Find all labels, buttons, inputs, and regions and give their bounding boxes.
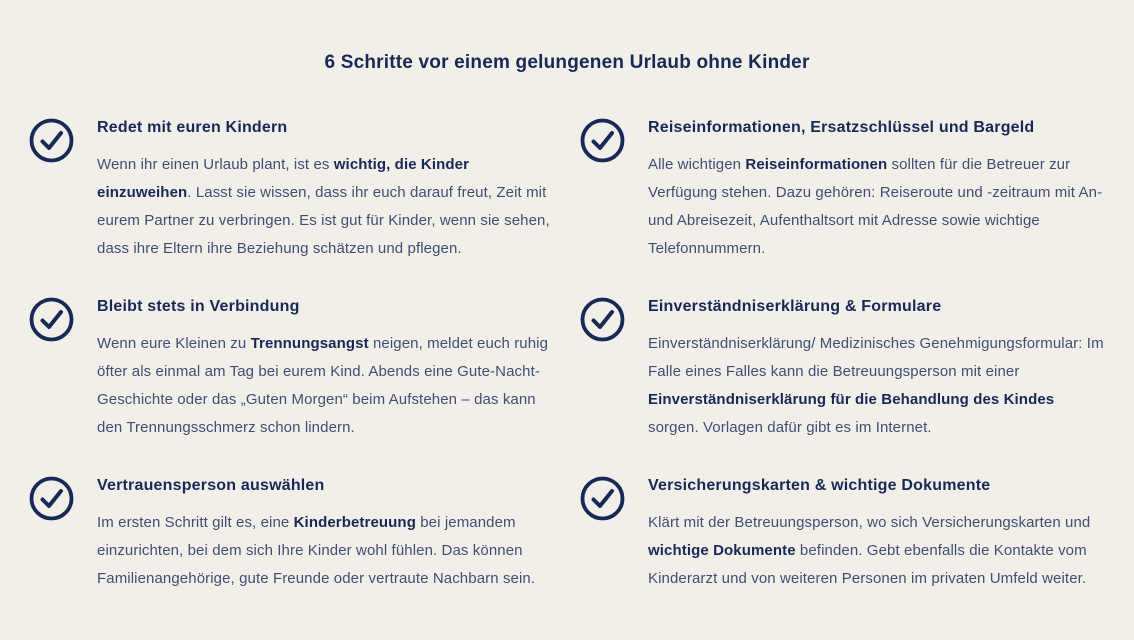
- bold-text: wichtig, die Kinder einzuweihen: [97, 156, 470, 201]
- check-circle-icon: [580, 297, 625, 342]
- step-heading: Versicherungskarten & wichtige Dokumente: [648, 477, 991, 494]
- step-content: [648, 297, 1104, 442]
- step-item: [29, 118, 553, 263]
- bold-text: wichtige Dokumente: [648, 542, 796, 559]
- check-circle-icon: [29, 297, 74, 342]
- step-body: Alle wichtigen Reiseinformationen sollten für die Betreuer zur Verfügung stehen. Dazu gehören: Reiseroute und -zeitraum mit An- und Abreisezeit, Aufenthaltsort mit Adresse sowie wichtige Telefonnummern.: [648, 156, 1103, 257]
- step-item: [580, 297, 1104, 442]
- step-heading: Vertrauensperson auswählen: [97, 477, 325, 494]
- step-item: [580, 118, 1104, 263]
- step-content: [97, 476, 553, 593]
- check-circle-icon: [29, 118, 74, 163]
- step-heading: Bleibt stets in Verbindung: [97, 298, 300, 315]
- check-circle-icon: [580, 118, 625, 163]
- step-item: [29, 297, 553, 442]
- step-item: [580, 476, 1104, 593]
- step-body: Einverständniserklärung/ Medizinisches Genehmigungsformular: Im Falle eines Falles kann die Betreuungsperson mit einer Einverständniserklärung für die Behandlung des Kindes sorgen. Vorlagen dafür gibt es im Internet.: [648, 335, 1104, 436]
- step-body: Im ersten Schritt gilt es, eine Kinderbetreuung bei jemandem einzurichten, bei dem sich Ihre Kinder wohl fühlen. Das können Familienangehörige, gute Freunde oder vertraute Nachbarn sein.: [97, 514, 536, 587]
- page-title: 6 Schritte vor einem gelungenen Urlaub ohne Kinder: [324, 52, 810, 73]
- step-heading: Einverständniserklärung & Formulare: [648, 298, 942, 315]
- step-item: [29, 476, 553, 593]
- step-heading: Reiseinformationen, Ersatzschlüssel und Bargeld: [648, 119, 1035, 136]
- bold-text: Kinderbetreuung: [293, 514, 416, 531]
- check-circle-icon: [29, 476, 74, 521]
- bold-text: Einverständniserklärung für die Behandlung des Kindes: [648, 391, 1055, 408]
- step-content: [97, 297, 553, 442]
- steps-grid: [0, 118, 1134, 593]
- check-circle-icon: [580, 476, 625, 521]
- step-body: Wenn ihr einen Urlaub plant, ist es wichtig, die Kinder einzuweihen. Lasst sie wissen, dass ihr euch darauf freut, Zeit mit eurem Partner zu verbringen. Es ist gut für Kinder, wenn sie sehen, dass ihre Eltern ihre Beziehung schätzen und pflegen.: [97, 156, 550, 257]
- bold-text: Trennungsangst: [250, 335, 369, 352]
- step-heading: Redet mit euren Kindern: [97, 119, 288, 136]
- bold-text: Reiseinformationen: [745, 156, 888, 173]
- step-body: Klärt mit der Betreuungsperson, wo sich Versicherungskarten und wichtige Dokumente befinden. Gebt ebenfalls die Kontakte vom Kinderarzt und von weiteren Personen im privaten Umfeld weiter.: [648, 514, 1091, 587]
- step-body: Wenn eure Kleinen zu Trennungsangst neigen, meldet euch ruhig öfter als einmal am Tag bei eurem Kind. Abends eine Gute-Nacht-Geschichte oder das „Guten Morgen“ beim Aufstehen – das kann den Trennungsschmerz schon lindern.: [97, 335, 549, 436]
- step-content: [648, 476, 1104, 593]
- step-content: [648, 118, 1104, 263]
- step-content: [97, 118, 553, 263]
